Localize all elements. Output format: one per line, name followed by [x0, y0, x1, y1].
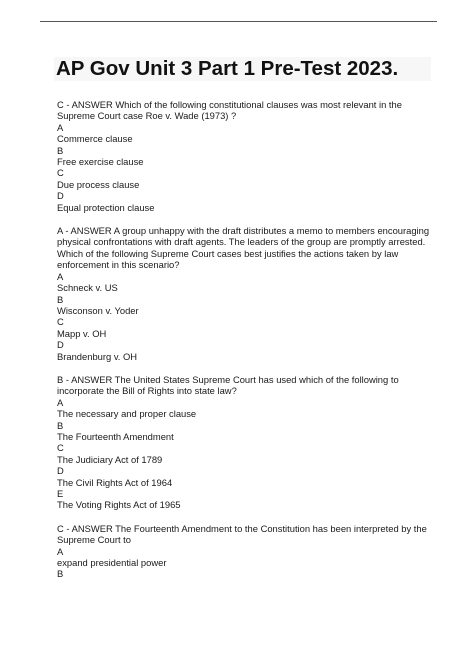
option-letter: C: [57, 442, 64, 454]
top-rule: [40, 21, 437, 22]
option-b: [57, 145, 442, 168]
option-text: expand presidential power: [57, 557, 167, 569]
option-letter: A: [57, 396, 64, 408]
option-d: [57, 339, 442, 362]
option-letter: D: [57, 190, 64, 202]
question-text: B - ANSWER The United States Supreme Court has used which of the following to incorporate the Bill of Rights into state law?: [57, 373, 399, 397]
question-list: [57, 99, 442, 592]
option-d: [57, 190, 442, 213]
option-a: [57, 546, 442, 569]
option-text: Equal protection clause: [57, 201, 155, 213]
option-letter: A: [57, 270, 64, 282]
question-text: A - ANSWER A group unhappy with the draft distributes a memo to members encouraging physical confrontations with draft agents. The leaders of the group are promptly arrested. Which of the following Supreme Court cases best justifies the actions taken by law enforcement in this scenario?: [57, 225, 430, 271]
question-text: C - ANSWER Which of the following constitutional clauses was most relevant in the Supreme Court case Roe v. Wade (1973) ?: [57, 99, 402, 122]
option-letter: A: [57, 545, 64, 557]
option-text: Free exercise clause: [57, 156, 144, 168]
option-e: [57, 488, 442, 511]
option-text: Brandenburg v. OH: [57, 350, 138, 362]
option-letter: D: [57, 339, 64, 351]
option-c: [57, 167, 442, 190]
option-letter: D: [57, 465, 64, 477]
option-a: [57, 271, 442, 294]
option-b: [57, 568, 442, 579]
option-text: The Civil Rights Act of 1964: [57, 476, 173, 488]
question-3: [57, 374, 442, 511]
option-letter: B: [57, 419, 64, 431]
option-c: [57, 316, 442, 339]
option-text: Wisconson v. Yoder: [57, 304, 139, 316]
question-4: [57, 523, 442, 580]
option-b: [57, 294, 442, 317]
option-letter: A: [57, 121, 64, 133]
option-text: The necessary and proper clause: [57, 408, 197, 420]
option-letter: C: [57, 316, 64, 328]
option-a: [57, 122, 442, 145]
option-c: [57, 442, 442, 465]
option-letter: B: [57, 568, 64, 580]
option-text: The Voting Rights Act of 1965: [57, 499, 181, 511]
option-text: Schneck v. US: [57, 282, 118, 294]
option-letter: C: [57, 167, 64, 179]
option-b: [57, 420, 442, 443]
question-1: [57, 99, 442, 213]
option-a: [57, 397, 442, 420]
option-letter: E: [57, 488, 64, 499]
page-title: AP Gov Unit 3 Part 1 Pre-Test 2023.: [56, 57, 399, 80]
option-text: The Judiciary Act of 1789: [57, 453, 163, 465]
option-text: The Fourteenth Amendment: [57, 430, 174, 442]
option-letter: B: [57, 144, 64, 156]
option-text: Commerce clause: [57, 133, 133, 145]
option-d: [57, 465, 442, 488]
question-2: [57, 225, 442, 362]
question-text: C - ANSWER The Fourteenth Amendment to the Constitution has been interpreted by the Supreme Court to: [57, 522, 427, 546]
option-letter: B: [57, 293, 64, 305]
option-text: Due process clause: [57, 178, 140, 190]
option-text: Mapp v. OH: [57, 327, 107, 339]
